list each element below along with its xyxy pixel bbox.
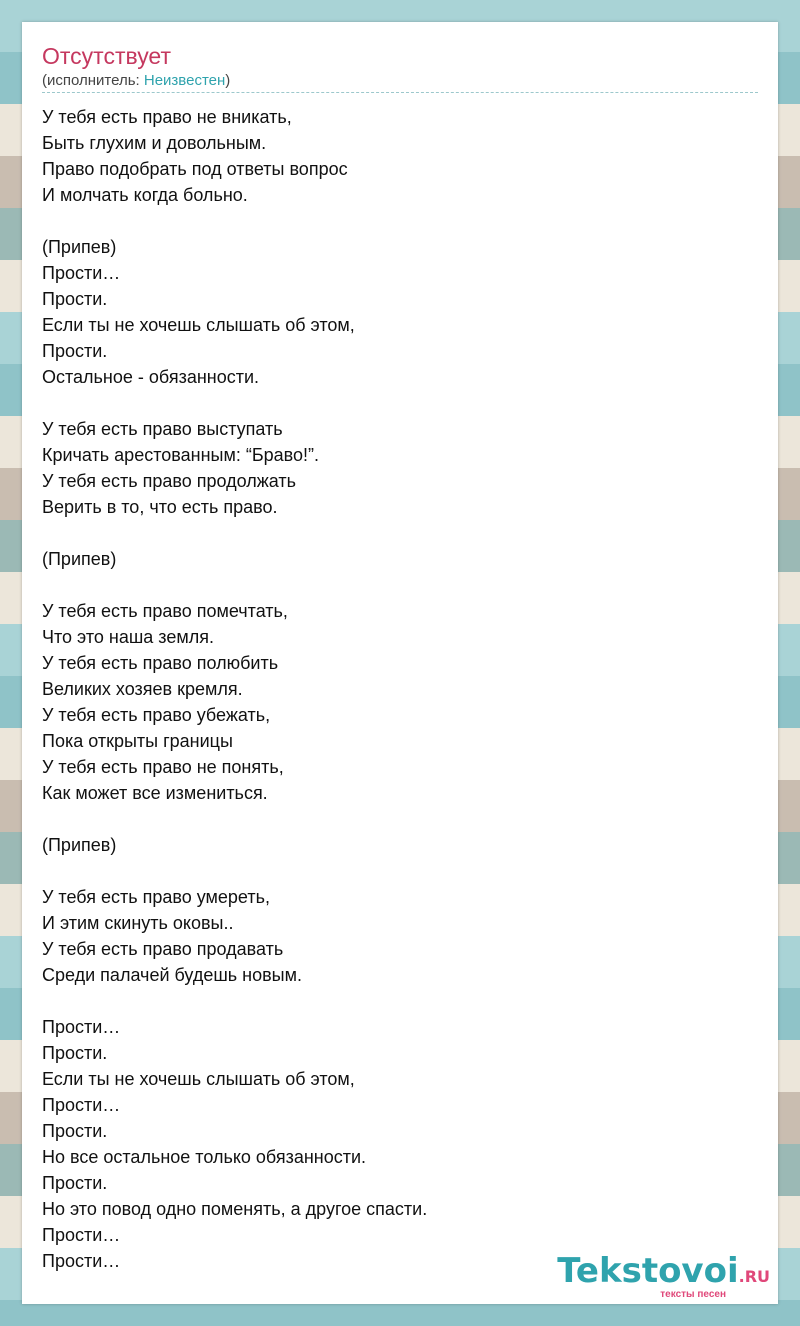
- lyric-line: Остальное - обязанности.: [42, 367, 260, 387]
- lyric-line: Прости.: [42, 1173, 108, 1193]
- stanza-break: [42, 520, 742, 546]
- lyric-line: У тебя есть право полюбить: [42, 653, 279, 673]
- lyric-line: У тебя есть право умереть,: [42, 887, 270, 907]
- lyric-line: Пока открыты границы: [42, 731, 233, 751]
- stanza-break: [42, 988, 742, 1014]
- lyric-line: (Припев): [42, 237, 117, 257]
- lyric-line: У тебя есть право помечтать,: [42, 601, 288, 621]
- stanza-break: [42, 208, 742, 234]
- lyric-line: Среди палачей будешь новым.: [42, 965, 302, 985]
- lyric-line: У тебя есть право выступать: [42, 419, 283, 439]
- lyric-line: У тебя есть право не вникать,: [42, 107, 292, 127]
- stanza-break: [42, 858, 742, 884]
- lyric-line: Как может все измениться.: [42, 783, 268, 803]
- lyric-line: Но все остальное только обязанности.: [42, 1147, 367, 1167]
- performer-prefix: (исполнитель:: [42, 72, 144, 89]
- stanza-break: [42, 390, 742, 416]
- stanza-break: [42, 806, 742, 832]
- lyric-line: Кричать арестованным: “Браво!”.: [42, 445, 320, 465]
- logo-tagline: тексты песен: [660, 1289, 726, 1300]
- lyric-line: И молчать когда больно.: [42, 185, 248, 205]
- lyric-line: Прости.: [42, 341, 108, 361]
- lyric-line: (Припев): [42, 549, 117, 569]
- lyric-line: Прости.: [42, 1043, 108, 1063]
- logo-tld: .RU: [738, 1267, 770, 1286]
- performer-link[interactable]: Неизвестен: [143, 72, 226, 89]
- lyrics-body: [42, 104, 742, 1274]
- lyric-line: Прости…: [42, 1095, 121, 1115]
- lyric-line: Прости.: [42, 289, 108, 309]
- lyric-line: Если ты не хочешь слышать об этом,: [42, 1069, 355, 1089]
- performer-line: [42, 72, 230, 90]
- lyric-line: Верить в то, что есть право.: [42, 497, 278, 517]
- lyric-line: Прости…: [42, 1225, 121, 1245]
- lyric-line: Право подобрать под ответы вопрос: [42, 159, 348, 179]
- lyric-line: У тебя есть право продолжать: [42, 471, 296, 491]
- stanza-break: [42, 572, 742, 598]
- song-title: Отсутствует: [42, 43, 171, 69]
- lyrics-card: [22, 22, 778, 1304]
- lyric-line: Прости…: [42, 1251, 121, 1271]
- dashed-divider: [42, 92, 758, 93]
- performer-suffix: ): [225, 72, 231, 89]
- lyric-line: Прости…: [42, 263, 121, 283]
- lyric-line: У тебя есть право продавать: [42, 939, 284, 959]
- lyric-line: Если ты не хочешь слышать об этом,: [42, 315, 355, 335]
- lyric-line: Но это повод одно поменять, а другое спасти.: [42, 1199, 428, 1219]
- lyric-line: Великих хозяев кремля.: [42, 679, 243, 699]
- site-logo[interactable]: [557, 1253, 770, 1300]
- lyric-line: Прости.: [42, 1121, 108, 1141]
- lyric-line: Быть глухим и довольным.: [42, 133, 267, 153]
- lyric-line: И этим скинуть оковы..: [42, 913, 234, 933]
- logo-name: Tekstovoi: [557, 1251, 739, 1291]
- lyric-line: У тебя есть право убежать,: [42, 705, 271, 725]
- lyric-line: Что это наша земля.: [42, 627, 214, 647]
- lyric-line: (Припев): [42, 835, 117, 855]
- lyric-line: Прости…: [42, 1017, 121, 1037]
- lyric-line: У тебя есть право не понять,: [42, 757, 284, 777]
